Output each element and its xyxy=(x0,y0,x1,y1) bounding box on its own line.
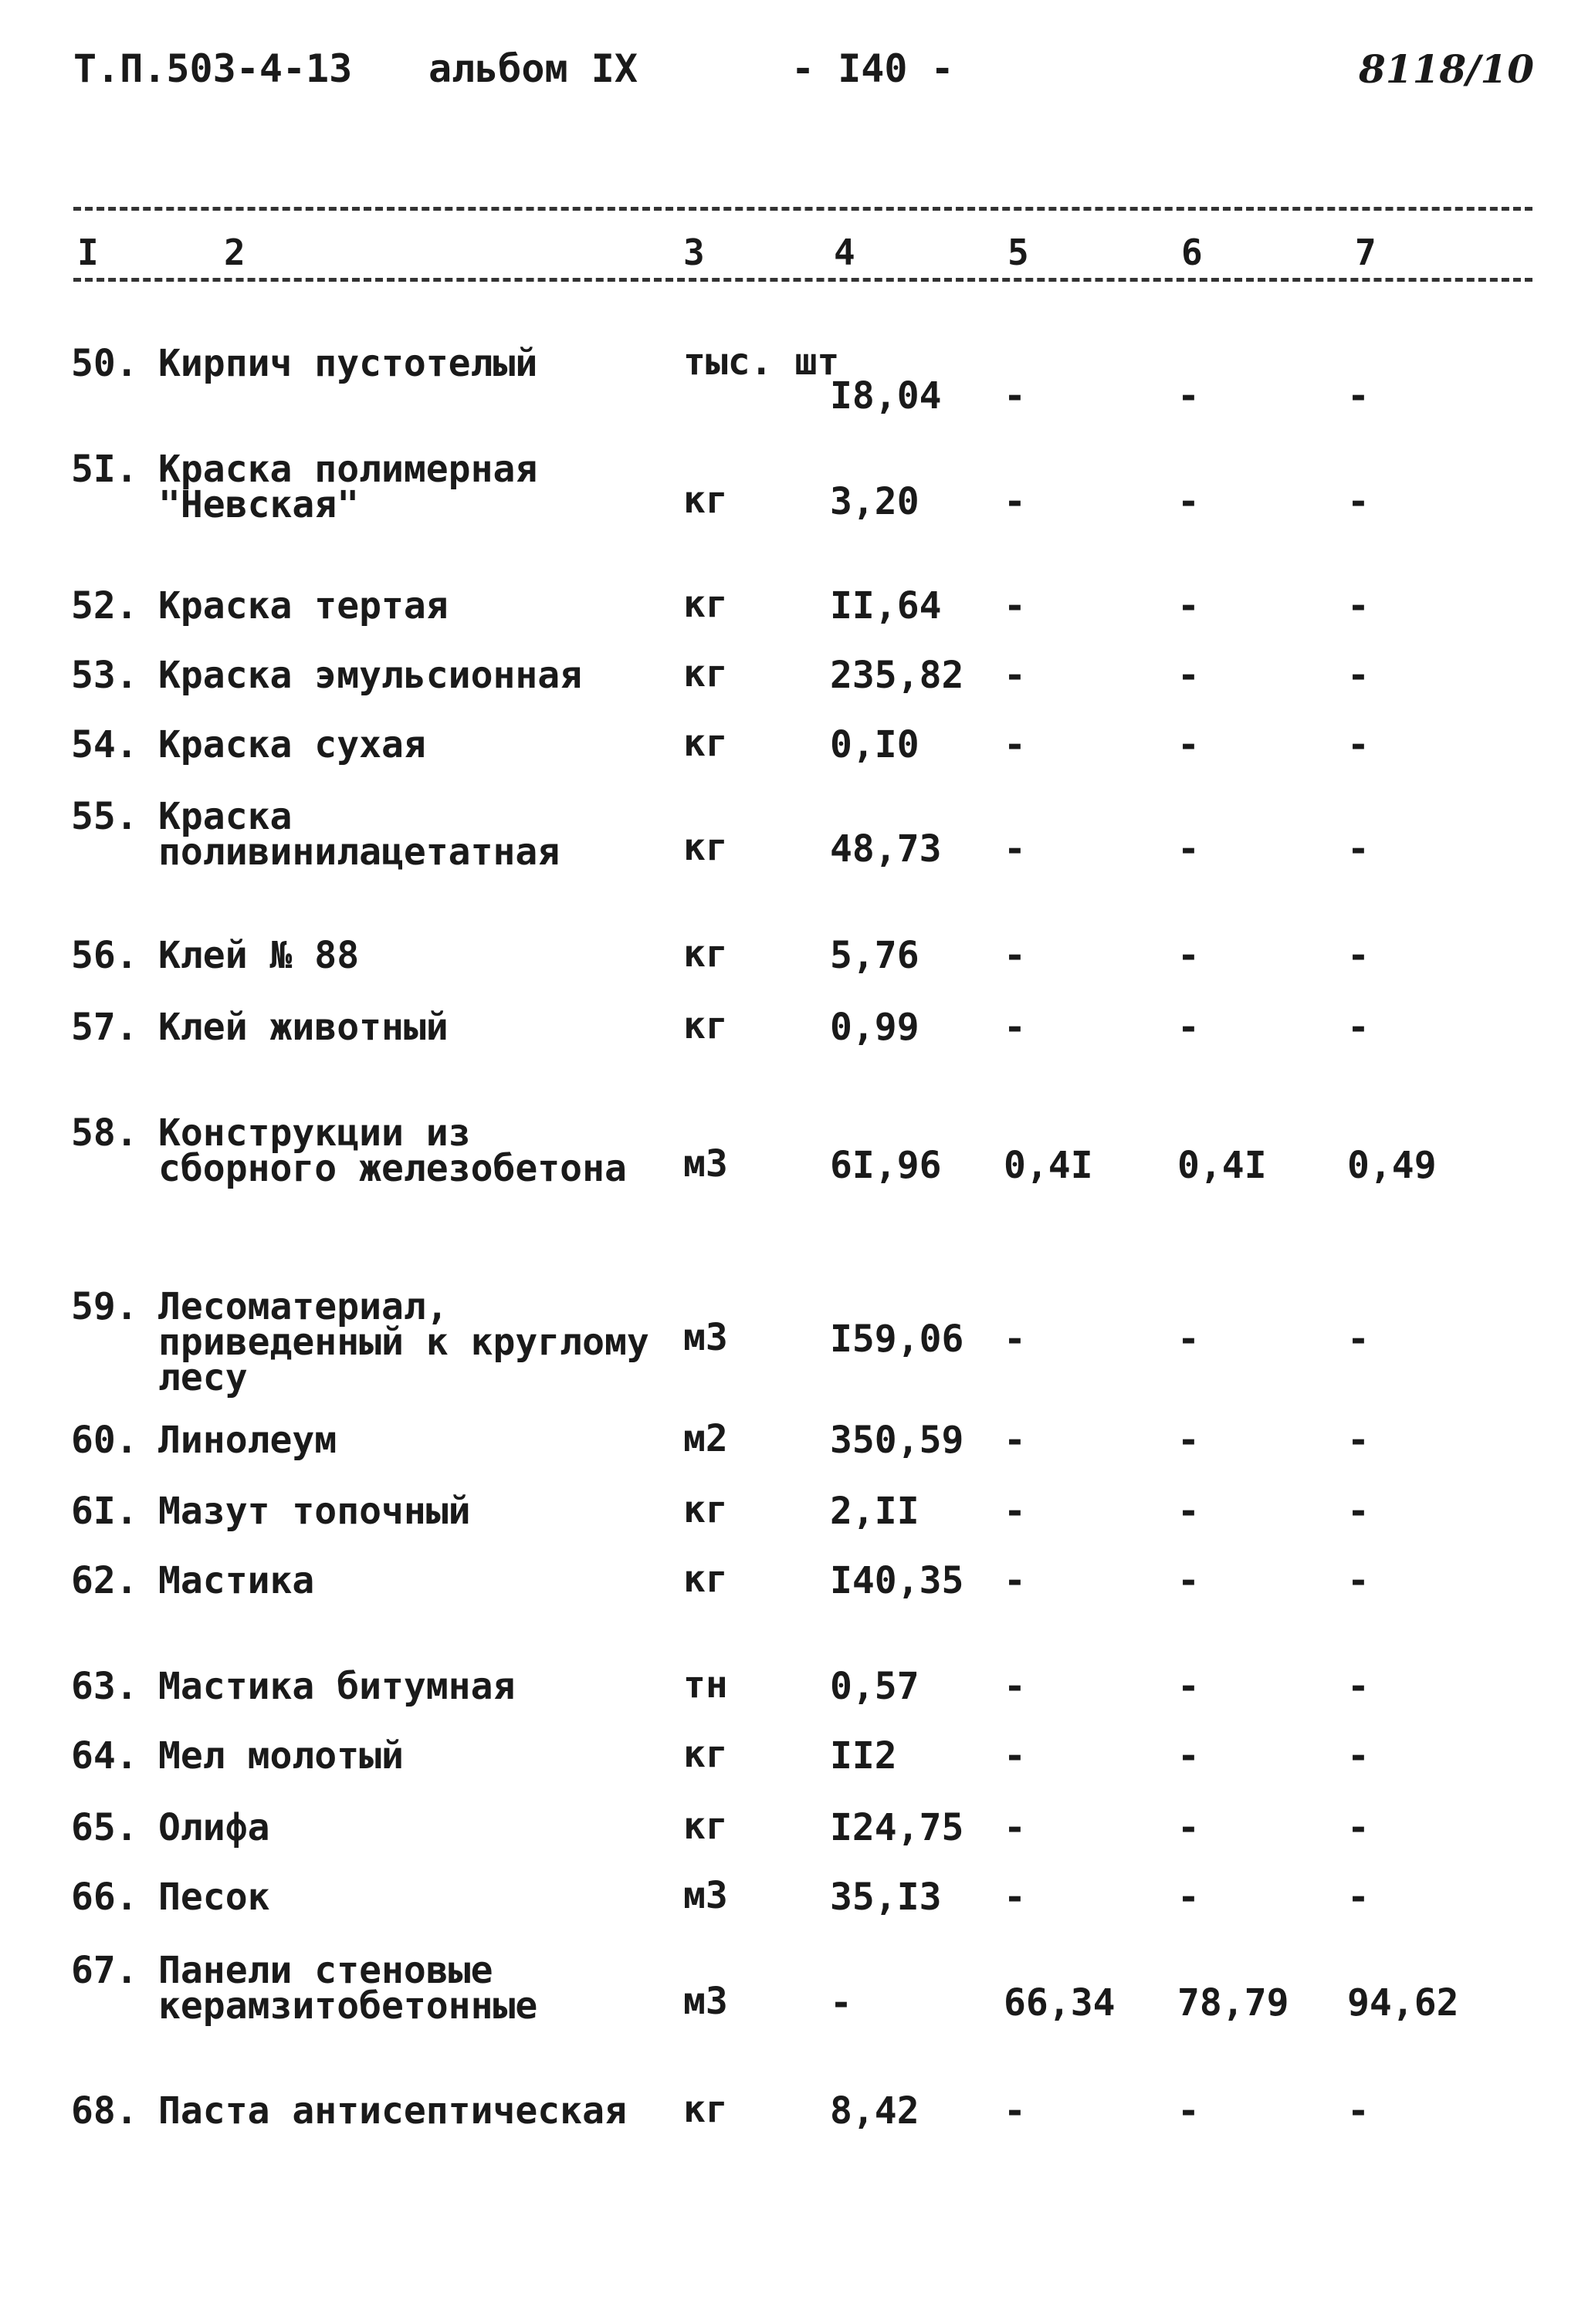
value-col-4: - xyxy=(830,1981,852,2025)
value-col-7: - xyxy=(1347,934,1370,977)
row-number: 62. xyxy=(71,1559,138,1602)
unit: кг xyxy=(683,652,728,695)
value-col-7: - xyxy=(1347,374,1370,418)
value-col-5: - xyxy=(1004,723,1026,766)
sheet-number: 8118/10 xyxy=(1359,46,1535,92)
unit: кг xyxy=(683,826,728,869)
value-col-5: - xyxy=(1004,1806,1026,1849)
value-col-7: 94,62 xyxy=(1347,1981,1459,2025)
value-col-5: - xyxy=(1004,827,1026,871)
value-col-7: - xyxy=(1347,1734,1370,1778)
value-col-5: - xyxy=(1004,934,1026,977)
material-name: Линолеум xyxy=(158,1419,337,1462)
column-number-6: 6 xyxy=(1181,232,1203,273)
unit: кг xyxy=(683,479,728,522)
value-col-4: 48,73 xyxy=(830,827,942,871)
unit: м3 xyxy=(683,1316,728,1359)
value-col-7: - xyxy=(1347,2089,1370,2133)
value-col-5: - xyxy=(1004,1665,1026,1708)
material-name: Панели стеновые керамзитобетонные xyxy=(158,1949,538,2028)
value-col-6: - xyxy=(1177,584,1200,628)
value-col-5: - xyxy=(1004,2089,1026,2133)
value-col-6: - xyxy=(1177,1490,1200,1533)
unit: м3 xyxy=(683,1874,728,1917)
material-name: Клей животный xyxy=(158,1006,449,1049)
value-col-6: - xyxy=(1177,1559,1200,1602)
value-col-4: 6I,96 xyxy=(830,1144,942,1187)
row-number: 68. xyxy=(71,2089,138,2133)
material-name: Мазут топочный xyxy=(158,1490,471,1533)
row-number: 60. xyxy=(71,1419,138,1462)
value-col-7: - xyxy=(1347,827,1370,871)
row-number: 56. xyxy=(71,934,138,977)
row-number: 66. xyxy=(71,1876,138,1919)
column-number-4: 4 xyxy=(834,232,855,273)
unit: кг xyxy=(683,722,728,765)
material-name: Клей № 88 xyxy=(158,934,360,977)
unit: кг xyxy=(683,1558,728,1601)
value-col-6: 78,79 xyxy=(1177,1981,1289,2025)
material-name: Лесоматериал, приведенный к круглому лесу xyxy=(158,1285,649,1399)
value-col-7: - xyxy=(1347,723,1370,766)
value-col-5: - xyxy=(1004,1734,1026,1778)
value-col-6: - xyxy=(1177,1006,1200,1049)
value-col-4: 2,II xyxy=(830,1490,919,1533)
unit: кг xyxy=(683,583,728,626)
row-number: 67. xyxy=(71,1949,138,1992)
material-name: Краска тертая xyxy=(158,584,449,628)
value-col-4: I40,35 xyxy=(830,1559,964,1602)
value-col-4: 3,20 xyxy=(830,480,919,523)
material-name: Мастика xyxy=(158,1559,315,1602)
value-col-4: 35,I3 xyxy=(830,1876,942,1919)
row-number: 53. xyxy=(71,654,138,697)
value-col-4: 0,57 xyxy=(830,1665,919,1708)
material-name: Конструкции из сборного железобетона xyxy=(158,1111,627,1190)
row-number: 5I. xyxy=(71,448,138,491)
value-col-6: - xyxy=(1177,1419,1200,1462)
column-number-7: 7 xyxy=(1355,232,1377,273)
value-col-5: 66,34 xyxy=(1004,1981,1116,2025)
material-name: Краска сухая xyxy=(158,723,426,766)
value-col-4: I24,75 xyxy=(830,1806,964,1849)
value-col-5: - xyxy=(1004,654,1026,697)
value-col-4: 5,76 xyxy=(830,934,919,977)
material-name: Песок xyxy=(158,1876,270,1919)
document-code: Т.П.503-4-13 xyxy=(73,46,353,91)
album-label: альбом IX xyxy=(428,46,638,91)
value-col-5: - xyxy=(1004,1490,1026,1533)
column-number-5: 5 xyxy=(1007,232,1029,273)
value-col-6: - xyxy=(1177,2089,1200,2133)
unit: кг xyxy=(683,1733,728,1776)
unit: м3 xyxy=(683,1142,728,1186)
material-name: Мастика битумная xyxy=(158,1665,516,1708)
value-col-4: II,64 xyxy=(830,584,942,628)
row-number: 65. xyxy=(71,1806,138,1849)
value-col-7: - xyxy=(1347,1559,1370,1602)
value-col-6: 0,4I xyxy=(1177,1144,1267,1187)
row-number: 55. xyxy=(71,795,138,838)
row-number: 64. xyxy=(71,1734,138,1778)
value-col-4: II2 xyxy=(830,1734,897,1778)
unit: тыс. шт xyxy=(683,340,840,384)
material-name: Паста антисептическая xyxy=(158,2089,627,2133)
value-col-7: - xyxy=(1347,584,1370,628)
value-col-6: - xyxy=(1177,1806,1200,1849)
row-number: 57. xyxy=(71,1006,138,1049)
material-name: Краска полимерная "Невская" xyxy=(158,448,538,526)
value-col-6: - xyxy=(1177,1876,1200,1919)
row-number: 59. xyxy=(71,1285,138,1328)
value-col-7: - xyxy=(1347,480,1370,523)
unit: кг xyxy=(683,1488,728,1531)
value-col-5: - xyxy=(1004,1559,1026,1602)
value-col-6: - xyxy=(1177,723,1200,766)
value-col-7: - xyxy=(1347,1665,1370,1708)
value-col-4: 0,99 xyxy=(830,1006,919,1049)
value-col-4: I59,06 xyxy=(830,1318,964,1361)
unit: кг xyxy=(683,2088,728,2131)
column-number-3: 3 xyxy=(683,232,705,273)
value-col-7: - xyxy=(1347,1318,1370,1361)
column-number-2: 2 xyxy=(224,232,246,273)
row-number: 54. xyxy=(71,723,138,766)
value-col-6: - xyxy=(1177,1734,1200,1778)
unit: м2 xyxy=(683,1417,728,1460)
value-col-5: - xyxy=(1004,480,1026,523)
unit: м3 xyxy=(683,1980,728,2023)
material-name: Кирпич пустотелый xyxy=(158,342,538,385)
value-col-5: - xyxy=(1004,584,1026,628)
value-col-7: - xyxy=(1347,1419,1370,1462)
value-col-7: 0,49 xyxy=(1347,1144,1437,1187)
value-col-6: - xyxy=(1177,654,1200,697)
value-col-4: 235,82 xyxy=(830,654,964,697)
value-col-5: - xyxy=(1004,1876,1026,1919)
value-col-6: - xyxy=(1177,1665,1200,1708)
value-col-6: - xyxy=(1177,374,1200,418)
value-col-6: - xyxy=(1177,934,1200,977)
material-name: Краска эмульсионная xyxy=(158,654,583,697)
unit: кг xyxy=(683,932,728,976)
value-col-6: - xyxy=(1177,480,1200,523)
value-col-7: - xyxy=(1347,1876,1370,1919)
value-col-7: - xyxy=(1347,1006,1370,1049)
material-name: Краска поливинилацетатная xyxy=(158,795,560,874)
material-name: Олифа xyxy=(158,1806,270,1849)
value-col-5: 0,4I xyxy=(1004,1144,1093,1187)
row-number: 6I. xyxy=(71,1490,138,1533)
value-col-4: I8,04 xyxy=(830,374,942,418)
value-col-4: 8,42 xyxy=(830,2089,919,2133)
value-col-4: 0,I0 xyxy=(830,723,919,766)
page-number: - I40 - xyxy=(791,46,954,91)
unit: кг xyxy=(683,1004,728,1047)
column-number-1: I xyxy=(77,232,99,273)
value-col-7: - xyxy=(1347,654,1370,697)
value-col-4: 350,59 xyxy=(830,1419,964,1462)
value-col-6: - xyxy=(1177,1318,1200,1361)
material-name: Мел молотый xyxy=(158,1734,404,1778)
value-col-5: - xyxy=(1004,374,1026,418)
value-col-6: - xyxy=(1177,827,1200,871)
row-number: 52. xyxy=(71,584,138,628)
value-col-5: - xyxy=(1004,1318,1026,1361)
value-col-7: - xyxy=(1347,1490,1370,1533)
value-col-5: - xyxy=(1004,1006,1026,1049)
value-col-5: - xyxy=(1004,1419,1026,1462)
row-number: 50. xyxy=(71,342,138,385)
unit: тн xyxy=(683,1663,728,1707)
value-col-7: - xyxy=(1347,1806,1370,1849)
row-number: 58. xyxy=(71,1111,138,1155)
unit: кг xyxy=(683,1805,728,1848)
row-number: 63. xyxy=(71,1665,138,1708)
